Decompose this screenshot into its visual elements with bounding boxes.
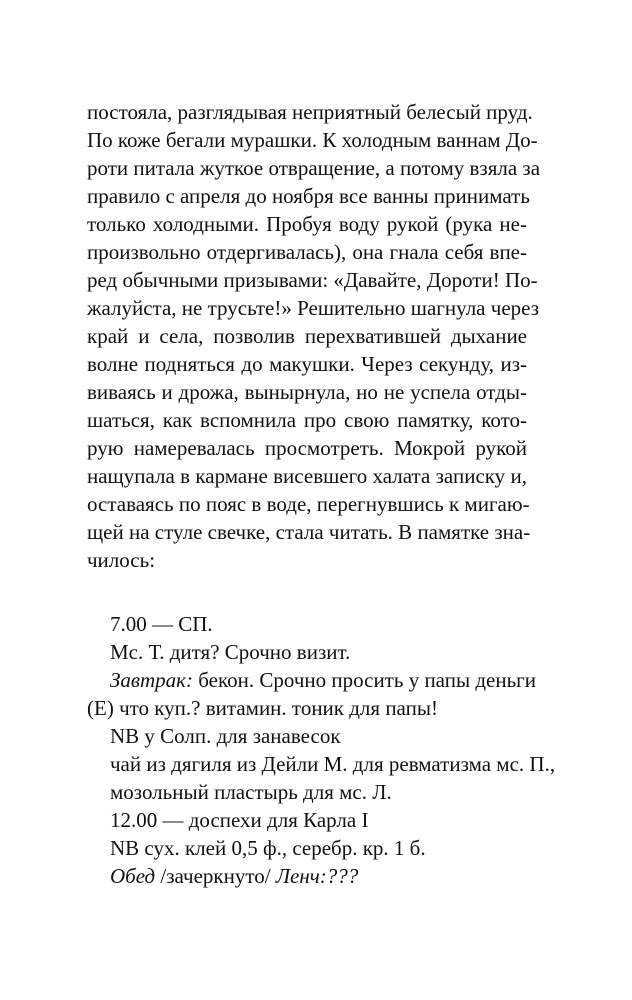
paragraph-line: волне подняться до макушки. Через секунду, из- [87, 352, 527, 376]
paragraph-line: рую намеревалась просмотреть. Мокрой рукой [87, 436, 527, 460]
paragraph-line: постояла, разглядывая неприятный белесый пруд. [87, 100, 533, 124]
paragraph-line: По коже бегали мурашки. К холодным ваннам До- [87, 128, 538, 152]
paragraph-line: произвольно отдергивалась), она гнала себя впе- [87, 240, 527, 264]
memo-line: 7.00 — СП. [110, 612, 213, 636]
paragraph-line: ред обычными призывами: «Давайте, Дороти! По- [87, 268, 538, 292]
memo-line: 12.00 — доспехи для Карла I [110, 808, 369, 832]
memo-line: NB сух. клей 0,5 ф., серебр. кр. 1 б. [110, 836, 426, 860]
paragraph-line: край и села, позволив перехватившей дыхание [87, 324, 527, 348]
memo-line: мозольный пластырь для мс. Л. [110, 780, 392, 804]
paragraph-line: виваясь и дрожа, вынырнула, но не успела отды- [87, 380, 527, 404]
paragraph-line: правило с апреля до ноября все ванны принимать [87, 184, 530, 208]
memo-text: бекон. Срочно просить у папы деньги [193, 668, 536, 692]
memo-text: /зачеркнуто/ [155, 864, 276, 888]
paragraph-line: шаться, как вспомнила про свою памятку, кото- [87, 408, 527, 432]
paragraph-line: чилось: [87, 548, 156, 572]
memo-line: NB у Солп. для занавесок [110, 724, 341, 748]
memo-line: (Е) что куп.? витамин. тоник для папы! [87, 696, 438, 720]
memo-line: чай из дягиля из Дейли М. для ревматизма мс. П., [110, 752, 556, 776]
paragraph-line: щей на стуле свечке, стала читать. В памятке зна- [87, 520, 531, 544]
memo-line [110, 666, 536, 694]
memo-label-lunch: Ленч:??? [275, 864, 359, 888]
paragraph-line: роти питала жуткое отвращение, а потому взяла за [87, 156, 541, 180]
paragraph-line: оставаясь по пояс в воде, перегнувшись к мигаю- [87, 492, 530, 516]
paragraph-line: только холодными. Пробуя воду рукой (рука не- [87, 212, 527, 236]
memo-line [110, 862, 358, 890]
memo-line: Мс. Т. дитя? Срочно визит. [110, 640, 351, 664]
memo-label-breakfast: Завтрак: [110, 668, 193, 692]
paragraph-line: нащупала в кармане висевшего халата записку и, [87, 464, 527, 488]
paragraph-line: жалуйста, не трусьте!» Решительно шагнула через [87, 296, 540, 320]
memo-label-dinner: Обед [110, 864, 156, 888]
